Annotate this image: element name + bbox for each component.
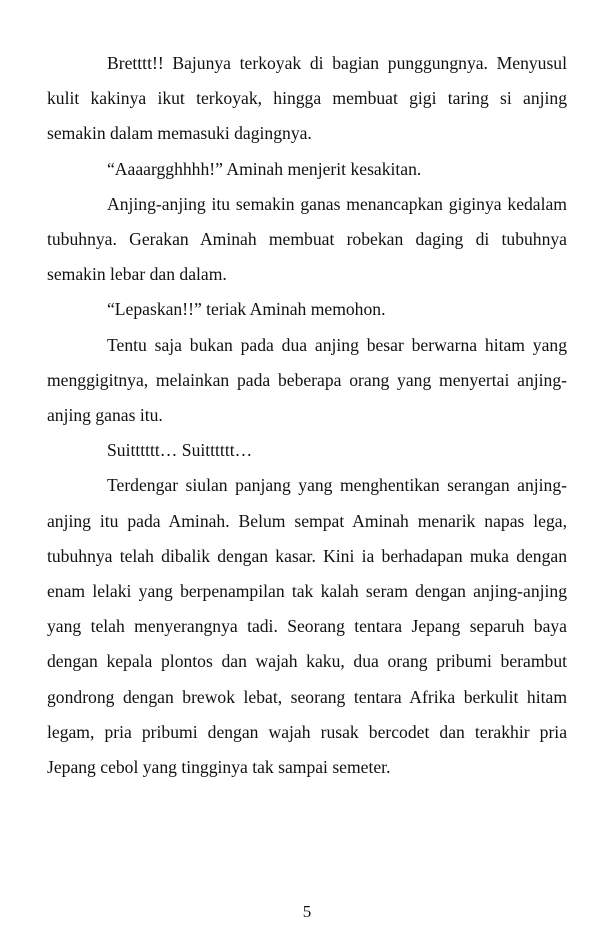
paragraph-3: Anjing-anjing itu semakin ganas menancapkan giginya kedalam tubuhnya. Gerakan Aminah membuat robekan daging di tubuhnya semakin lebar dan dalam. — [47, 193, 567, 285]
paragraph-1: Bretttt!! Bajunya terkoyak di bagian punggungnya. Menyusul kulit kakinya ikut terkoyak, hingga membuat gigi taring si anjing semakin dalam memasuki dagingnya. — [47, 53, 567, 144]
paragraph-2: “Aaaargghhhh!” Aminah menjerit kesakitan. — [107, 158, 422, 179]
paragraph-4: “Lepaskan!!” teriak Aminah memohon. — [107, 299, 386, 320]
page-number: 5 — [302, 902, 312, 921]
paragraph-6: Suitttttt… Suitttttt… — [107, 440, 253, 461]
page-body — [47, 46, 567, 785]
paragraph-5: Tentu saja bukan pada dua anjing besar berwarna hitam yang menggigitnya, melainkan pada beberapa orang yang menyertai anjing-anjing ganas itu. — [47, 334, 567, 426]
paragraph-7: Terdengar siulan panjang yang menghentikan serangan anjing-anjing itu pada Aminah. Belum sempat Aminah menarik napas lega, tubuhnya telah dibalik dengan kasar. Kini ia berhadapan muka dengan enam lelaki yang berpenampilan tak kalah seram dengan anjing-anjing yang telah menyerangnya tadi. Seorang tentara Jepang separuh baya dengan kepala plontos dan wajah kaku, dua orang pribumi berambut gondrong dengan brewok lebat, seorang tentara Afrika berkulit hitam legam, pria pribumi dengan wajah rusak bercodet dan terakhir pria Jepang cebol yang tingginya tak sampai semeter. — [47, 475, 567, 778]
